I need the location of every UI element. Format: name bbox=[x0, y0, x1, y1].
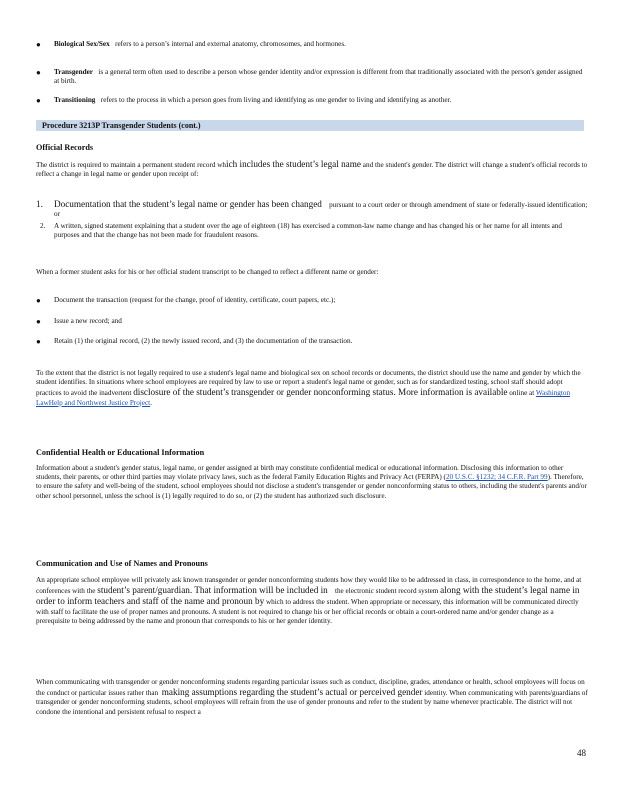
intro-text-rest: and the student's gender. The district will change a student's official records to reflect a change in legal name or gender upon receipt of: bbox=[36, 161, 588, 179]
bullet-icon: ● bbox=[36, 296, 41, 305]
ferpa-citation-link[interactable]: 20 U.S.C. §1232; 34 C.F.R. Part 99 bbox=[445, 473, 548, 482]
records-item-1 bbox=[36, 199, 588, 219]
bullet-icon: ● bbox=[36, 317, 41, 326]
sentence-end: . bbox=[150, 398, 152, 407]
former-bullet-1 bbox=[36, 296, 588, 305]
bullet-icon: ● bbox=[36, 337, 41, 346]
bullet-text: Issue a new record; and bbox=[54, 317, 122, 325]
paragraph-text: Information about a student's gender status, legal name, or gender assigned at birth may constitute confidential medical or educational information. Disclosing this information to other students, their parents, or other third parties may violate privacy laws, such as the federal Family Education Rights and Privacy Act (FERPA) ( bbox=[36, 464, 564, 482]
records-item-2 bbox=[36, 222, 588, 240]
section-heading-official-records: Official Records bbox=[36, 143, 94, 152]
definition-biological-sex bbox=[36, 40, 588, 49]
page-number: 48 bbox=[577, 748, 586, 758]
link-prefix: online at bbox=[509, 389, 535, 398]
bullet-icon: ● bbox=[36, 68, 41, 77]
procedure-header-band: Procedure 3213P Transgender Students (cont.) bbox=[36, 120, 584, 131]
section-heading-confidential: Confidential Health or Educational Information bbox=[36, 448, 205, 457]
definition-text: refers to a person’s internal and external anatomy, chromosomes, and hormones. bbox=[115, 40, 346, 48]
intro-text-large: ich includes the student’s legal name bbox=[226, 159, 361, 169]
communication-paragraph-2 bbox=[36, 678, 588, 717]
paragraph-text-small: An appropriate school employee will privately ask known transgender or gender nonconforming students how they would like to be addressed in class, in correspondence to the home, and at conferences with the bbox=[36, 576, 582, 596]
former-bullet-3 bbox=[36, 337, 588, 346]
paragraph-text-rest: identity. When communicating with parents/guardians of transgender or gender nonconforming students, school employees will refrain from the use of gender pronouns and refer to the student by name whenever practicable. The district will not condone the intentional and persistent refusal to respect a bbox=[36, 689, 588, 716]
paragraph-text-rest: which to address the student. When appropriate or necessary, this information will be communicated directly with staff to facilitate the use of proper names and pronouns. A student is not required to change his or her official records or obtain a court-ordered name and/or gender change as a prerequisite to being addressed by the name and pronoun that corresponds to his or her gender identity. bbox=[36, 598, 579, 625]
definition-text: is a general term often used to describe a person whose gender identity and/or expression is different from that traditionally associated with the person's gender assigned at birth. bbox=[54, 68, 583, 86]
paragraph-text-small: When communicating with transgender or gender nonconforming students regarding particular issues such as conduct, discipline, grades, attendance or health, school employees will focus on the conduct or particular issues rather than bbox=[36, 678, 585, 698]
definition-transitioning bbox=[36, 96, 588, 105]
paragraph-text-large: along with the student’s legal name in order to inform teachers and staff of the name and pronoun by bbox=[36, 585, 580, 607]
definition-transgender bbox=[36, 68, 588, 86]
paragraph-text-large: making assumptions regarding the student’s actual or perceived gender bbox=[161, 687, 423, 698]
bullet-text: Retain (1) the original record, (2) the newly issued record, and (3) the documentation of the transaction. bbox=[54, 337, 353, 345]
paragraph-text-large: student’s parent/guardian. That information will be included in bbox=[97, 585, 328, 596]
intro-text-small: The district is required to maintain a permanent student record wh bbox=[36, 161, 227, 169]
item-text-large: Documentation that the student’s legal name or gender has been changed bbox=[54, 199, 322, 209]
list-number: 2. bbox=[40, 222, 46, 230]
bullet-icon: ● bbox=[36, 40, 41, 49]
bullet-icon: ● bbox=[36, 96, 41, 105]
lawhelp-link[interactable]: Washington LawHelp and Northwest Justice Project bbox=[36, 389, 571, 407]
legal-requirements-paragraph bbox=[36, 369, 588, 408]
former-student-intro: When a former student asks for his or her official student transcript to be changed to reflect a different name or gender: bbox=[36, 268, 379, 276]
paragraph-text: ). Therefore, to ensure the safety and well-being of the student, school employees should not disclose a student's transgender or gender nonconforming status to others, including the student's parents and/or other school personnel, unless the school is (1) legally required to do so, or (2) the student has authorized such disclosure. bbox=[36, 473, 587, 500]
list-number: 1. bbox=[36, 199, 43, 209]
paragraph-text-small: To the extent that the district is not legally required to use a student's legal name and biological sex on school records or documents, the district should use the name and gender by which the student identifies. In situations where school employees are required by law to use or report a student's legal name or gender, such as for standardized testing, school staff should adopt practices to avoid the inadvertent bbox=[36, 369, 581, 398]
former-bullet-2 bbox=[36, 317, 588, 326]
bullet-text: Document the transaction (request for the change, proof of identity, certificate, court papers, etc.); bbox=[54, 296, 336, 304]
definition-term: Biological Sex/Sex bbox=[54, 40, 110, 48]
definition-text: refers to the process in which a person goes from living and identifying as one gender to living and identifying as another. bbox=[100, 96, 452, 104]
section-heading-communication: Communication and Use of Names and Pronouns bbox=[36, 559, 208, 568]
communication-paragraph-1 bbox=[36, 576, 588, 626]
definition-term: Transitioning bbox=[54, 96, 96, 104]
paragraph-text-small: the electronic student record system bbox=[334, 587, 439, 596]
paragraph-text-large: disclosure of the student’s transgender or gender nonconforming status. More information is available bbox=[133, 387, 508, 398]
confidential-paragraph bbox=[36, 464, 588, 501]
official-records-intro bbox=[36, 159, 588, 179]
definition-term: Transgender bbox=[54, 68, 93, 76]
item-text: A written, signed statement explaining that a student over the age of eighteen (18) has exercised a common-law name change and has changed his or her name for all intents and purposes and that the change has not been made for fraudulent reasons. bbox=[54, 222, 562, 240]
item-text-small: pursuant to a court order or through amendment of state or federally-issued identification; or bbox=[54, 201, 588, 219]
